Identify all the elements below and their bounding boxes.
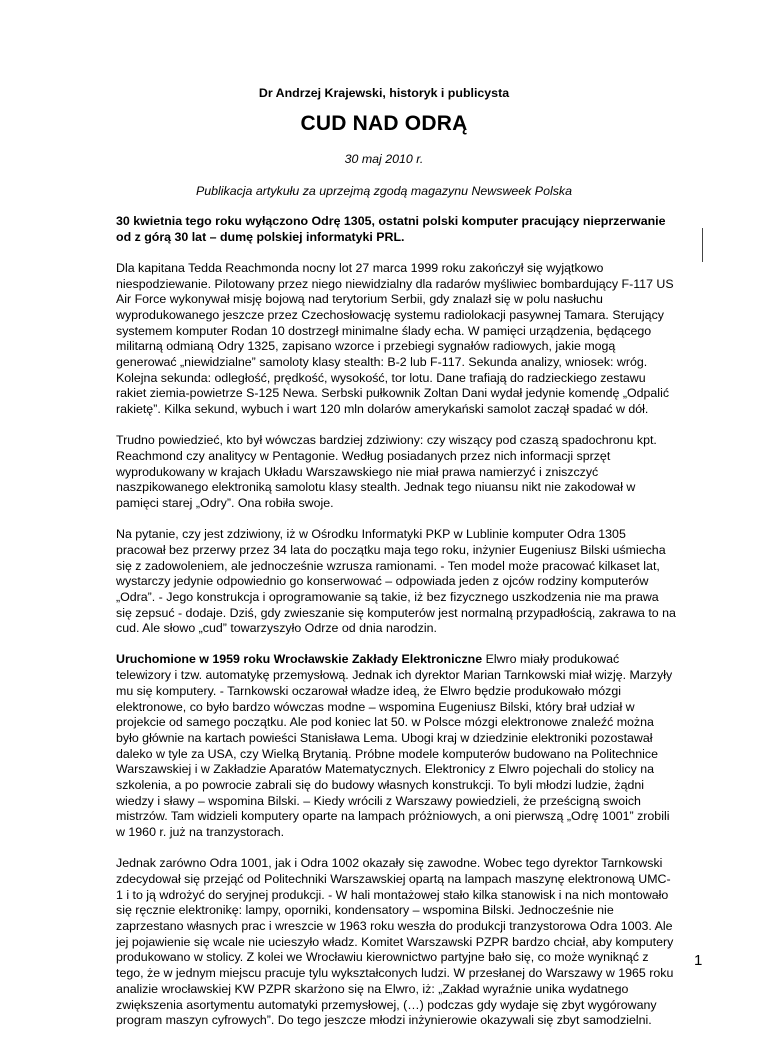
- page-number: 1: [694, 952, 703, 969]
- article-title: CUD NAD ODRĄ: [300, 112, 468, 135]
- paragraph-2: Trudno powiedzieć, kto był wówczas bardziej zdziwiony: czy wiszący pod czaszą spadochronu kpt. Reachmond czy analitycy w Pentagonie. Według posiadanych przez nich informacji sprzęt wyprodukowany w krajach Układu Warszawskiego nie miał prawa namierzyć i zniszczyć naszpikowanego elektroniką samolotu klasy stealth. Jednak tego niuansu nikt nie zakodował w pamięci starej „Odry”. Ona robiła swoje.: [116, 433, 657, 511]
- article-date: 30 maj 2010 r.: [344, 152, 424, 166]
- author-line: Dr Andrzej Krajewski, historyk i publicysta: [258, 86, 510, 100]
- paragraph-5: Jednak zarówno Odra 1001, jak i Odra 1002 okazały się zawodne. Wobec tego dyrektor Tarnkowski zdecydował się przejąć od Politechniki Warszawskiej opartą na lampach maszynę elektronową UMC-1 i to ją wdrożyć do seryjnej produkcji. - W hali montażowej stało kilka stanowisk i na nich montowało się ręcznie elektronikę: lampy, oporniki, kondensatory – wspomina Bilski. Jednocześnie nie zaprzestano własnych prac i wreszcie w 1963 roku weszła do produkcji tranzystorowa Odra 1003. Ale jej pojawienie się wcale nie ucieszyło władz. Komitet Warszawski PZPR bardzo chciał, aby komputery produkowano w stolicy. Z kolei we Wrocławiu kierownictwo partyjne bało się, co może wyniknąć z tego, że w jednym miejscu pracuje tylu wykształconych ludzi. W przesłanej do Warszawy w 1965 roku analizie wrocławskiej KW PZPR skarżono się na Elwro, iż: „Zakład wyraźnie unika wydatnego zwiększenia asortymentu automatyki przemysłowej, (…) podczas gdy wydaje się zbyt wygórowany program maszyn cyfrowych”. Do tego jeszcze młodzi inżynierowie okazywali się zbyt samodzielni.: [116, 856, 674, 1028]
- paragraph-4-bold-lead: Uruchomione w 1959 roku Wrocławskie Zakłady Elektroniczne: [116, 652, 483, 667]
- lead-paragraph: 30 kwietnia tego roku wyłączono Odrę 1305, ostatni polski komputer pracujący nieprzerwanie od z górą 30 lat – dumę polskiej informatyki PRL.: [116, 214, 666, 244]
- paragraph-4-text: Elwro miały produkować telewizory i tzw. automatykę przemysłową. Jednak ich dyrektor Marian Tarnkowski miał wizję. Marzyły mu się komputery. - Tarnkowski oczarował władze ideą, że Elwro będzie produkowało mózgi elektronowe, co było bardzo wówczas modne – wspomina Eugeniusz Bilski, który brał udział w projekcie od samego początku. Ale pod koniec lat 50. w Polsce mózgi elektronowe znaleźć można było głównie na kartach powieści Stanisława Lema. Ubogi kraj w dziedzinie elektroniki pozostawał daleko w tyle za USA, czy Wielką Brytanią. Próbne modele komputerów budowano na Politechnice Warszawskiej i w Zakładzie Aparatów Matematycznych. Elektronicy z Elwro pojechali do stolicy na szkolenia, a po powrocie zabrali się do budowy własnych konstrukcji. To byli młodzi ludzie, żądni wiedzy i sławy – wspomina Bilski. – Kiedy wrócili z Warszawy powiedzieli, że prześcigną swoich mistrzów. Tam widzieli komputery oparte na lampach próżniowych, a oni pierwszą „Odrę 1001” zrobili w 1960 r. już na tranzystorach.: [116, 652, 673, 840]
- article-body: [116, 214, 676, 1044]
- paragraph-3: Na pytanie, czy jest zdziwiony, iż w Ośrodku Informatyki PKP w Lublinie komputer Odra 1305 pracował bez przerwy przez 34 lata do początku maja tego roku, inżynier Eugeniusz Bilski uśmiecha się z zadowoleniem, ale jednocześnie wzrusza ramionami. - Ten model może pracować kilkaset lat, wystarczy jedynie odpowiednio go konserwować – odpowiada jeden z ojców rodziny komputerów „Odra”. - Jego konstrukcja i oprogramowanie są takie, iż bez fizycznego uszkodzenia nie ma prawa się zepsuć - dodaje. Dziś, gdy zwieszanie się komputerów jest normalną przypadłością, zakrawa to na cud. Ale słowo „cud” towarzyszyło Odrze od dnia narodzin.: [116, 527, 676, 636]
- paragraph-4: [116, 652, 676, 840]
- text-cursor: [702, 228, 703, 262]
- publication-note: Publikacja artykułu za uprzejmą zgodą magazynu Newsweek Polska: [195, 184, 573, 198]
- paragraph-1: Dla kapitana Tedda Reachmonda nocny lot 27 marca 1999 roku zakończył się wyjątkowo niespodziewanie. Pilotowany przez niego niewidzialny dla radarów myśliwiec bombardujący F-117 US Air Force wykonywał misję bojową nad terytorium Serbii, gdy znalazł się w polu nasłuchu wyprodukowanego jeszcze przez Czechosłowację systemu radiolokacji pasywnej Tamara. Sterujący systemem komputer Rodan 10 dostrzegł minimalne ślady echa. W pamięci urządzenia, będącego militarną odmianą Odry 1325, zapisano wzorce i przebiegi sygnałów radiowych, jakie mogą generować „niewidzialne” samoloty klasy stealth: B-2 lub F-117. Sekunda analizy, wniosek: wróg. Kolejna sekunda: odległość, prędkość, wysokość, tor lotu. Dane trafiają do radzieckiego zestawu rakiet ziemia-powietrze S-125 Newa. Serbski pułkownik Zoltan Dani wydał jedynie komendę „Odpalić rakietę”. Kilka sekund, wybuch i wart 120 mln dolarów amerykański samolot zaczął spadać w dół.: [116, 260, 674, 417]
